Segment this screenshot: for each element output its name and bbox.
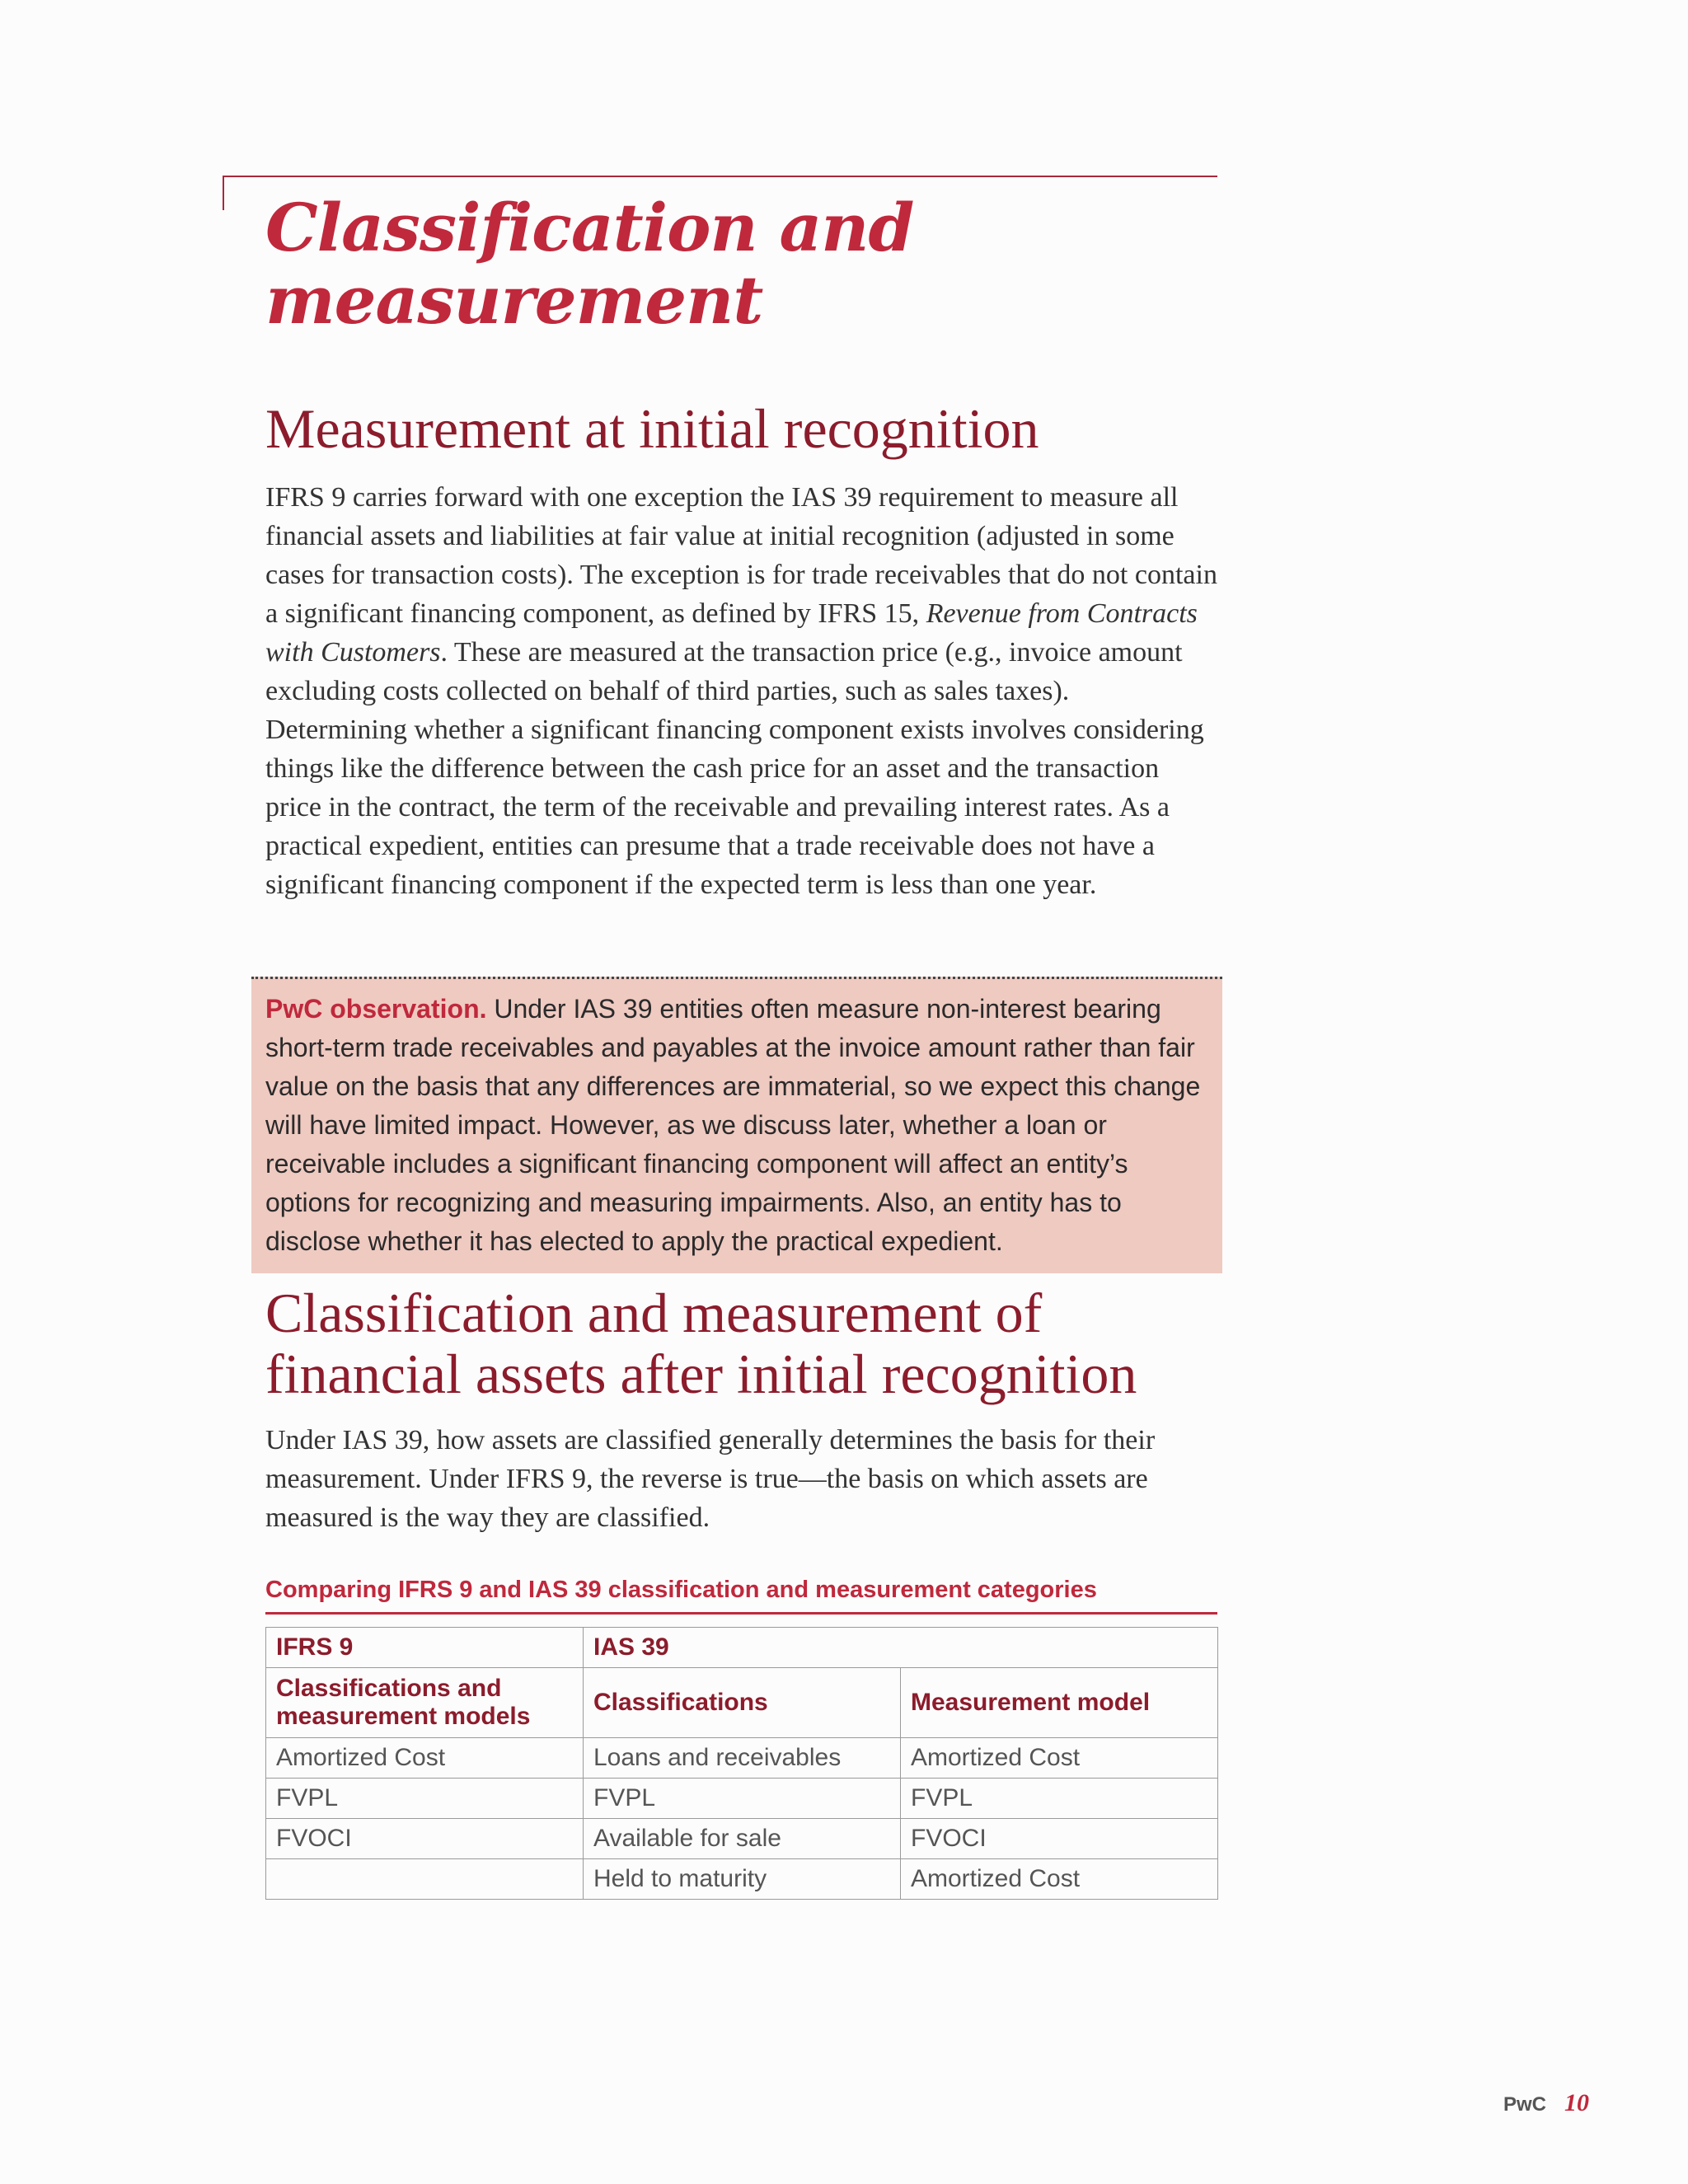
table-cell: FVPL (584, 1779, 901, 1819)
group-header-ifrs9: IFRS 9 (266, 1628, 584, 1668)
comparison-table (265, 1627, 1218, 1900)
pwc-observation-callout (251, 977, 1222, 1273)
table-cell: FVOCI (266, 1819, 584, 1859)
table-group-header-row (266, 1628, 1218, 1668)
section-corner-rule-vertical (223, 176, 224, 210)
table-row (266, 1738, 1218, 1779)
section-corner-rule-horizontal (223, 176, 1217, 177)
table-cell: FVOCI (901, 1819, 1218, 1859)
col-header-ias39-classifications: Classifications (584, 1668, 901, 1738)
table-cell: Available for sale (584, 1819, 901, 1859)
paragraph-text-after: . These are measured at the transaction price (e.g., invoice amount excluding costs collected on behalf of third parties, such as sales taxes). Determining whether a significant financing component exists involves considering things like the difference between the cash price for an asset and the transaction price in the contract, the term of the receivable and prevailing interest rates. As a practical expedient, entities can presume that a trade receivable does not have a significant financing component if the expected term is less than one year. (265, 637, 1204, 900)
table-cell: Loans and receivables (584, 1738, 901, 1779)
section-title-line-1: Classification and (265, 189, 914, 266)
observation-text: Under IAS 39 entities often measure non-interest bearing short-term trade receivables and payables at the invoice amount rather than fair value on the basis that any differences are immaterial, so we expect this change will have limited impact. However, as we discuss later, whether a loan or receivable includes a significant financing component will affect an entity’s options for recognizing and measuring impairments. Also, an entity has to disclose whether it has elected to apply the practical expedient. (265, 994, 1201, 1256)
page-footer (1503, 2089, 1589, 2117)
initial-recognition-paragraph (265, 478, 1217, 904)
section-title (265, 189, 1217, 339)
table-caption: Comparing IFRS 9 and IAS 39 classification and measurement categories (265, 1577, 1217, 1615)
after-initial-paragraph: Under IAS 39, how assets are classified generally determines the basis for their measurement. Under IFRS 9, the reverse is true—the basis on which assets are measured is the way they are classified. (265, 1425, 1156, 1533)
page-number: 10 (1564, 2089, 1589, 2116)
table-column-header-row (266, 1668, 1218, 1738)
table-row (266, 1859, 1218, 1900)
table-cell: FVPL (266, 1779, 584, 1819)
heading-line-1: Classification and measurement of (265, 1282, 1043, 1344)
col-header-ias39-measurement: Measurement model (901, 1668, 1218, 1738)
table-row (266, 1779, 1218, 1819)
main-content (265, 191, 1217, 904)
table-cell: FVPL (901, 1779, 1218, 1819)
group-header-ias39: IAS 39 (584, 1628, 1218, 1668)
col-header-ifrs9-categories: Classifications and measurement models (266, 1668, 584, 1738)
footer-brand: PwC (1503, 2093, 1546, 2116)
table-row (266, 1819, 1218, 1859)
heading-line-2: financial assets after initial recognition (265, 1343, 1137, 1405)
observation-lead: PwC observation. (265, 994, 487, 1024)
table-cell (266, 1859, 584, 1900)
table-cell: Amortized Cost (901, 1859, 1218, 1900)
table-cell: Amortized Cost (901, 1738, 1218, 1779)
heading-after-initial-recognition (265, 1282, 1217, 1404)
paragraph-text-before: IFRS 9 carries forward with one exception the IAS 39 requirement to measure all financial assets and liabilities at fair value at initial recognition (adjusted in some cases for transaction costs). The exception is for trade receivables that do not contain a significant financing component, as defined by IFRS 15, (265, 482, 1217, 629)
table-cell: Held to maturity (584, 1859, 901, 1900)
table-cell: Amortized Cost (266, 1738, 584, 1779)
standard-title-italic: Revenue from Contracts with Customers (265, 598, 1198, 668)
section-title-line-2: measurement (265, 261, 763, 339)
after-initial-section (265, 1282, 1217, 1537)
heading-initial-recognition: Measurement at initial recognition (265, 397, 1039, 460)
